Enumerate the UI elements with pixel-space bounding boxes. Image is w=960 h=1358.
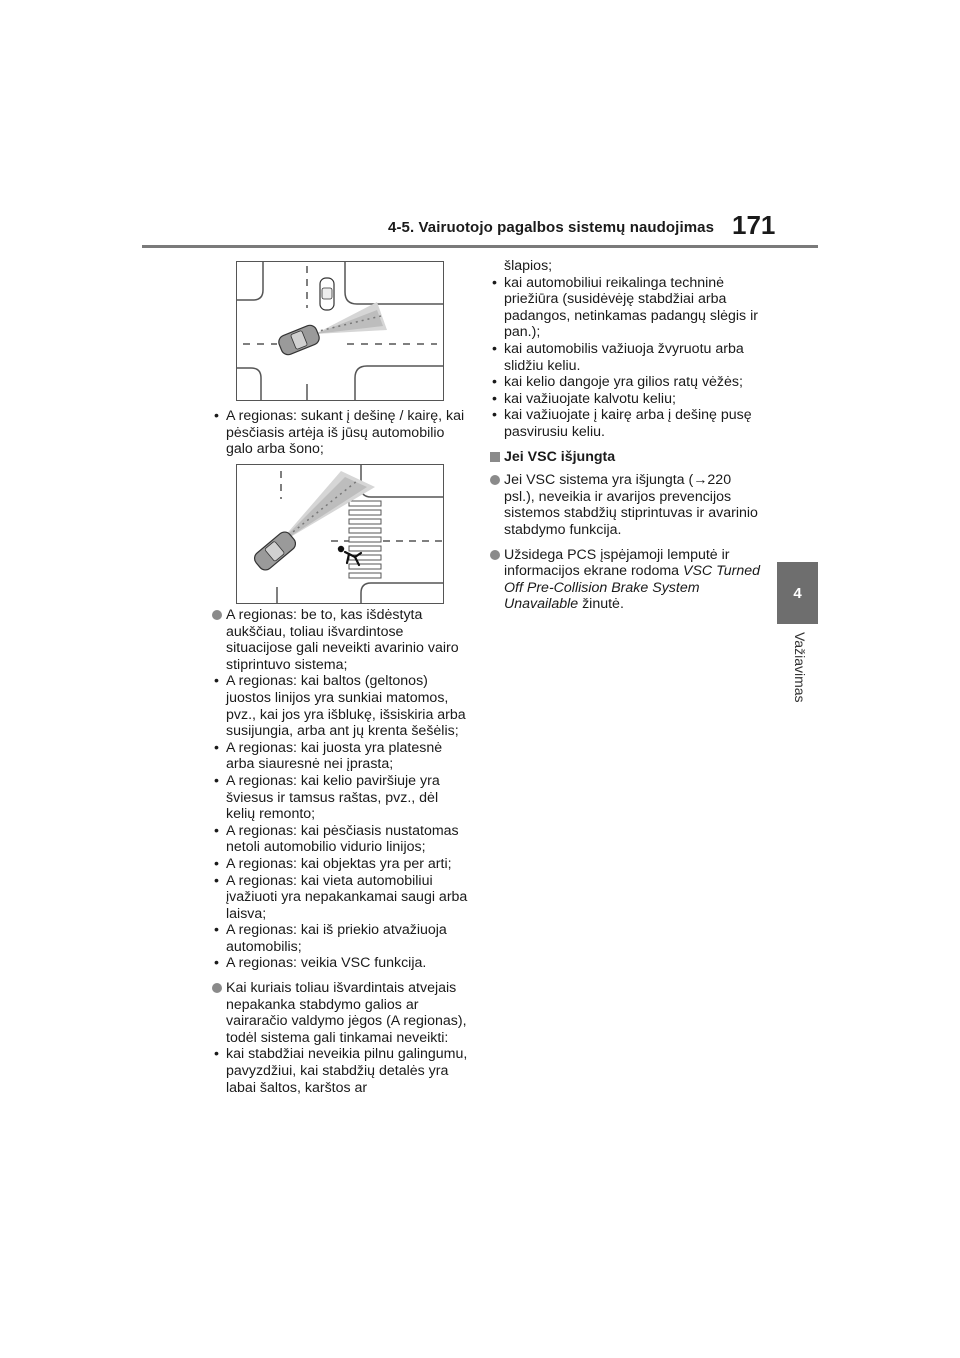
list-item bbox=[490, 374, 762, 391]
turn-scene-svg bbox=[237, 262, 443, 400]
list-item bbox=[212, 673, 470, 739]
section-heading bbox=[490, 449, 762, 466]
list-item bbox=[212, 955, 470, 972]
right-column bbox=[490, 258, 762, 621]
bullet-dot: • bbox=[214, 673, 219, 690]
bullet-dot: • bbox=[214, 855, 219, 872]
paragraph: Jei VSC sistema yra išjungta (→220 psl.), neveikia ir avarijos prevencijos sistemos stabdžių stiprintuvas ir avarinio stabdymo funkcija. bbox=[504, 472, 758, 538]
list-item-text: A regionas: kai objektas yra per arti; bbox=[226, 855, 452, 872]
bullet-dot: • bbox=[214, 822, 219, 839]
list-item bbox=[212, 408, 470, 458]
left-column-list bbox=[212, 607, 470, 1104]
paragraph-suffix: žinutė. bbox=[578, 596, 624, 613]
list-item bbox=[490, 391, 762, 408]
circle-bullet-icon bbox=[490, 475, 500, 485]
crossing-scene-svg bbox=[237, 465, 443, 603]
square-bullet-icon bbox=[490, 452, 500, 462]
circle-bullet-icon bbox=[490, 550, 500, 560]
section-title: 4-5. Vairuotojo pagalbos sistemų naudojimas bbox=[388, 219, 715, 236]
bullet-dot: • bbox=[214, 922, 219, 939]
continuation-text: šlapios; bbox=[504, 258, 553, 274]
header-divider bbox=[142, 245, 818, 248]
list-item bbox=[212, 1046, 470, 1096]
display-message: VSC Turned Off Pre-Collision Brake System Unavailable bbox=[504, 563, 761, 613]
chapter-label: Važiavimas bbox=[792, 632, 808, 703]
list-item bbox=[212, 922, 470, 955]
chapter-tab bbox=[777, 562, 818, 624]
list-item bbox=[212, 856, 470, 873]
list-item bbox=[490, 547, 762, 613]
page-number: 171 bbox=[732, 210, 776, 240]
list-item-text: kai automobiliui reikalinga techninė priežiūra (susidėvėję stabdžiai arba padangos, netinkamas padangų slėgis ir pan.); bbox=[504, 274, 758, 341]
list-item-text: kai kelio dangoje yra gilios ratų vėžės; bbox=[504, 374, 743, 391]
section-heading-text: Jei VSC išjungta bbox=[504, 448, 616, 465]
bullet-dot: • bbox=[214, 955, 219, 972]
list-item-text: A regionas: kai iš priekio atvažiuoja automobilis; bbox=[226, 922, 447, 955]
list-item bbox=[212, 740, 470, 773]
list-item bbox=[212, 980, 470, 1096]
bullet-dot: • bbox=[214, 872, 219, 889]
bullet-dot: • bbox=[492, 274, 497, 291]
bullet-dot: • bbox=[492, 374, 497, 391]
bullet-dot: • bbox=[214, 739, 219, 756]
list-item-text: A regionas: kai juosta yra platesnė arba siauresnė nei įprasta; bbox=[226, 739, 443, 773]
list-item bbox=[212, 607, 470, 972]
list-item-text: kai automobilis važiuoja žvyruotu arba slidžiu keliu. bbox=[504, 340, 744, 374]
list-item bbox=[212, 873, 470, 923]
list-item-text: A regionas: kai baltos (geltonos) juostos linijos yra sunkiai matomos, pvz., kai jos yra išblukę, išsiskiria arba susijungia, arba ant jų krenta šešėlis; bbox=[226, 673, 466, 740]
bullet-dot: • bbox=[214, 772, 219, 789]
list-item-text: kai stabdžiai neveikia pilnu galingumu, pavyzdžiui, kai stabdžių detalės yra labai šaltos, karštos ar bbox=[226, 1046, 468, 1096]
list-item-text: A regionas: sukant į dešinę / kairę, kai pėsčiasis artėja iš jūsų automobilio galo arba šono; bbox=[226, 408, 465, 458]
list-item-text: A regionas: kai pėsčiasis nustatomas netoli automobilio vidurio linijos; bbox=[226, 822, 459, 856]
paragraph-prefix: Užsidega PCS įspėjamoji lemputė ir informacijos ekrane rodoma bbox=[504, 546, 730, 580]
list-item bbox=[490, 472, 762, 538]
list-item-text: kai važiuojate kalvotu keliu; bbox=[504, 390, 676, 407]
list-item-text: kai važiuojate į kairę arba į dešinę pusę pasvirusiu keliu. bbox=[504, 407, 752, 440]
list-item-text: A regionas: kai kelio paviršiuje yra šviesus ir tamsus raštas, pvz., dėl kelių remonto; bbox=[226, 772, 440, 823]
list-item-text: A regionas: veikia VSC funkcija. bbox=[226, 955, 427, 972]
paragraph: Kai kuriais toliau išvardintais atvejais nepakanka stabdymo galios ar vairaračio valdymo jėgos (A regionas), todėl sistema gali tinkamai neveikti: bbox=[226, 980, 467, 1046]
chapter-number: 4 bbox=[793, 584, 802, 602]
bullet-dot: • bbox=[214, 408, 219, 424]
bullet-dot: • bbox=[492, 390, 497, 407]
circle-bullet-icon bbox=[212, 610, 222, 620]
pedestrian-crossing-illustration bbox=[236, 464, 444, 604]
list-item bbox=[212, 823, 470, 856]
bullet-dot: • bbox=[492, 407, 497, 424]
bullet-dot: • bbox=[214, 1046, 219, 1063]
intersection-turn-illustration bbox=[236, 261, 444, 401]
list-item bbox=[212, 773, 470, 823]
list-item-text: A regionas: kai vieta automobiliui įvažiuoti yra nepakankamai saugi arba laisva; bbox=[226, 872, 468, 922]
left-column bbox=[212, 408, 470, 466]
paragraph: A regionas: be to, kas išdėstyta aukščiau, toliau išvardintose situacijose gali neveikti avarinio vairo stiprintuvo sistema; bbox=[226, 607, 459, 673]
circle-bullet-icon bbox=[212, 983, 222, 993]
bullet-dot: • bbox=[492, 340, 497, 357]
list-item bbox=[490, 407, 762, 440]
list-item bbox=[490, 341, 762, 374]
list-item bbox=[490, 275, 762, 341]
